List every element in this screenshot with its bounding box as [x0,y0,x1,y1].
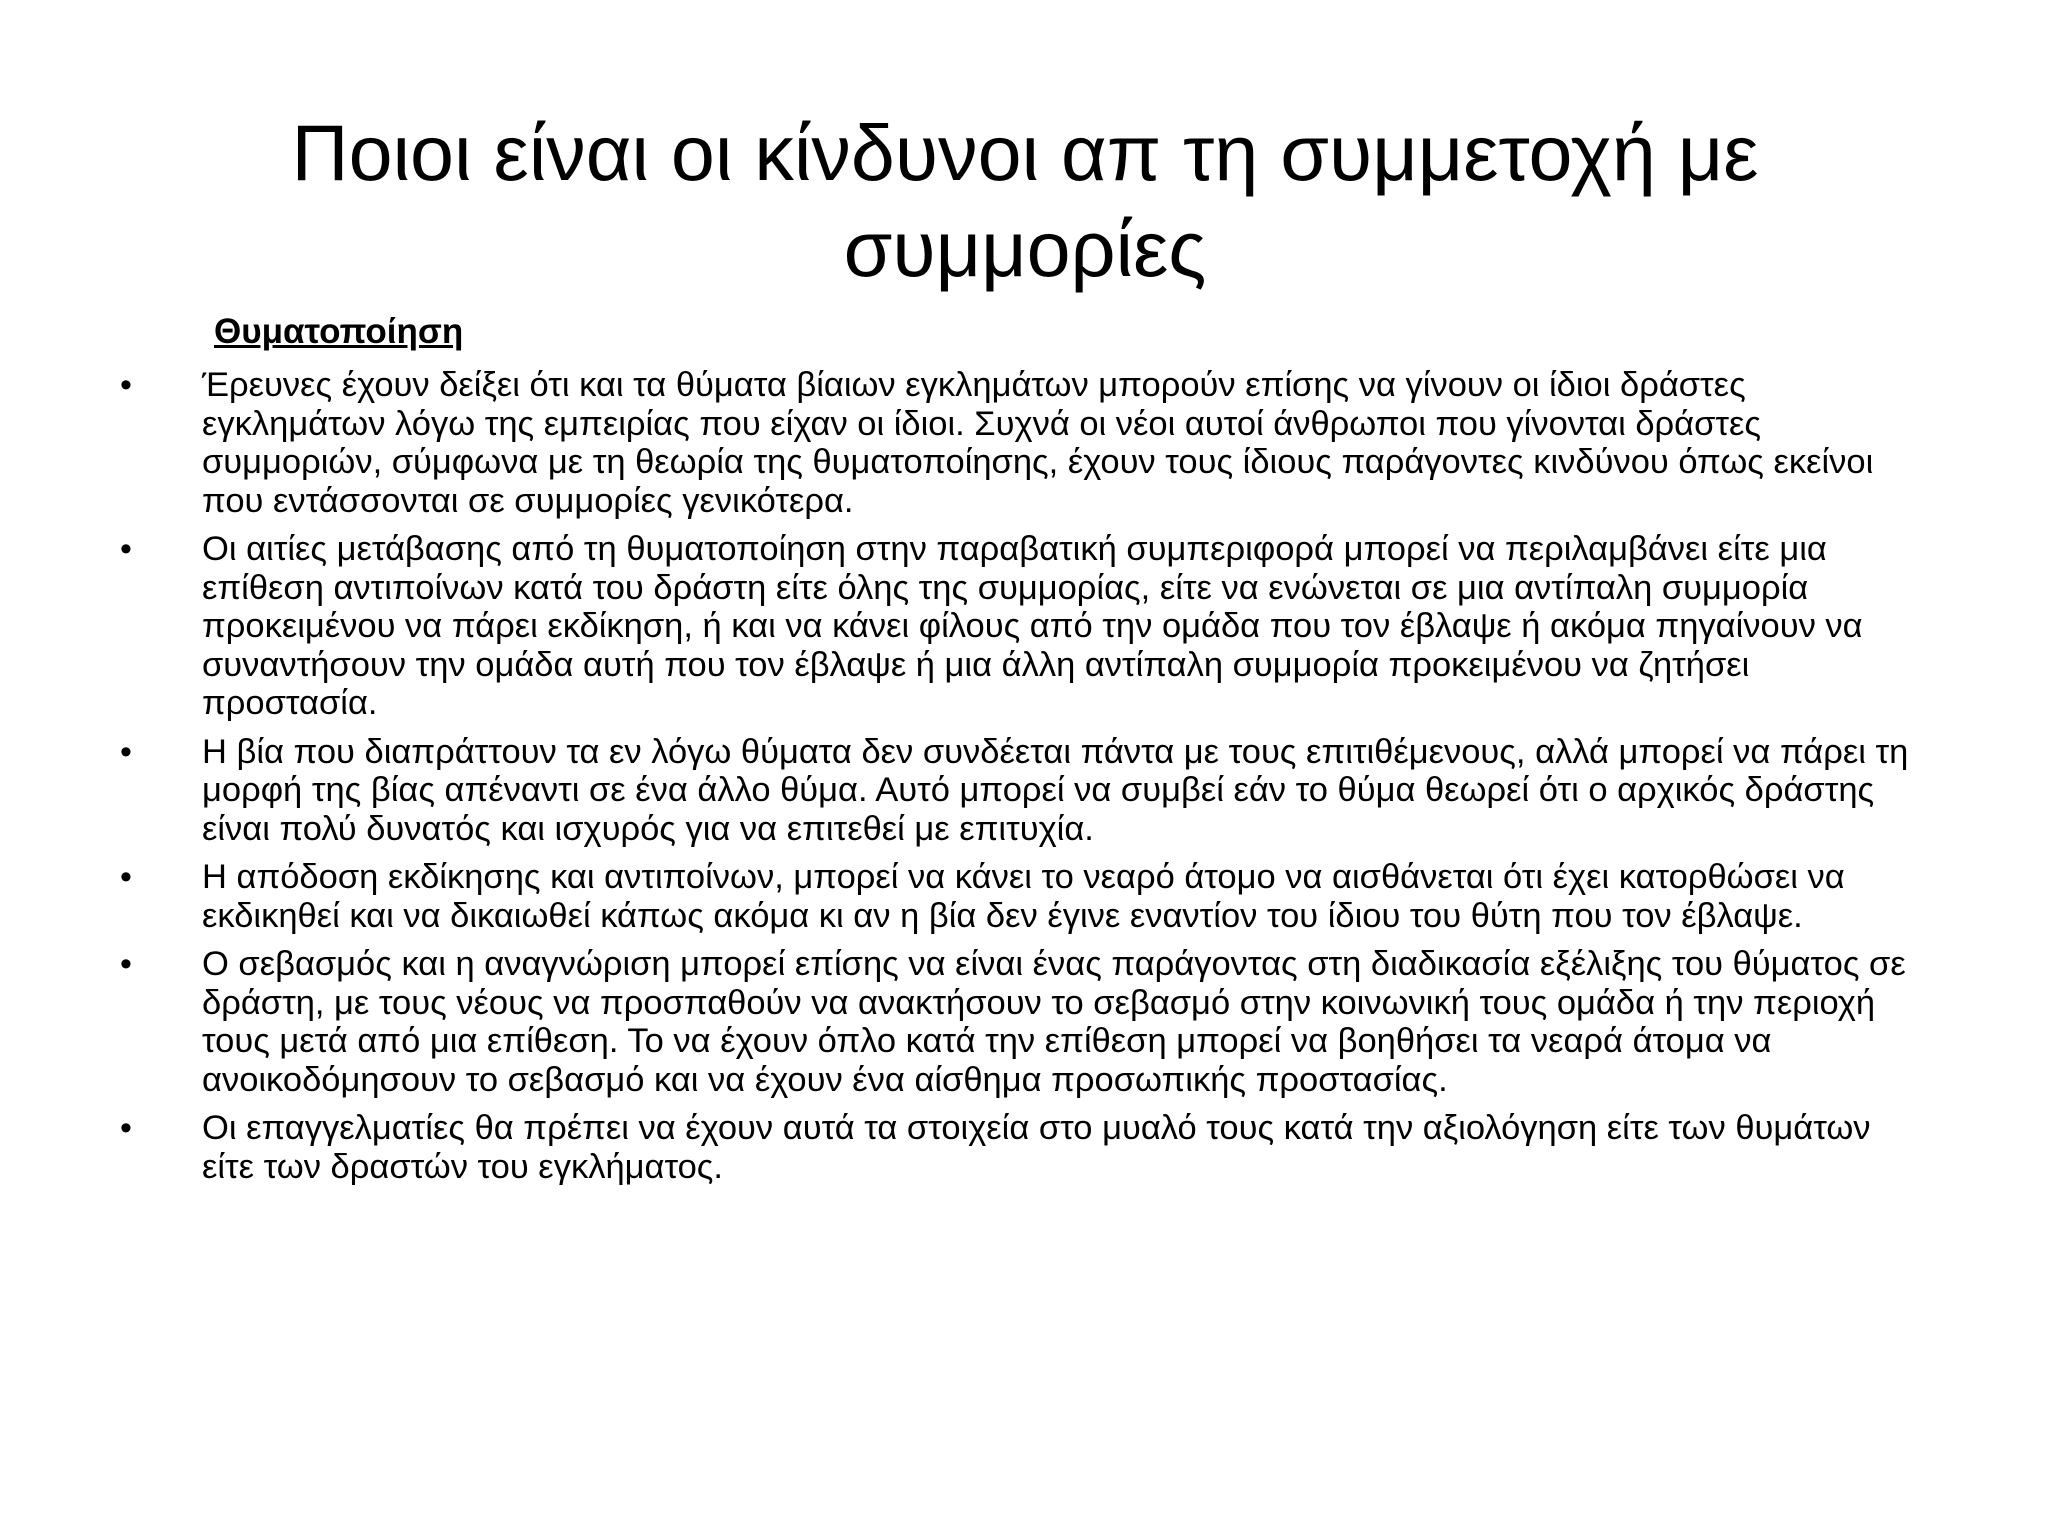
slide-title: Ποιοι είναι οι κίνδυνοι απ τη συμμετοχή με συμμορίες [291,108,1759,293]
bullet-icon: • [120,366,132,404]
bullet-item [120,366,1920,520]
bullet-icon: • [120,732,132,771]
bullet-text: Ο σεβασμός και η αναγνώριση μπορεί επίσης να είναι ένας παράγοντας στη διαδικασία εξέλιξης του θύματος σε δράστη, με τους νέους να προσπαθούν να ανακτήσουν το σεβασμό στην κοινωνική τους ομάδα ή την περιοχή τους μετά από μια επίθεση. Το να έχουν όπλο κατά την επίθεση μπορεί να βοηθήσει τα νεαρά άτομα να ανοικοδόμησουν το σεβασμό και να έχουν ένα αίσθημα προσωπικής προστασίας. [202,945,1906,1099]
bullet-item [120,1109,1920,1186]
bullet-text: Η βία που διαπράττουν τα εν λόγω θύματα δεν συνδέεται πάντα με τους επιτιθέμενους, αλλά μπορεί να πάρει τη μορφή της βίας απέναντι σε ένα άλλο θύμα. Αυτό μπορεί να συμβεί εάν το θύμα θεωρεί ότι ο αρχικός δράστης είναι πολύ δυνατός και ισχυρός για να επιτεθεί με επιτυχία. [202,732,1909,848]
bullet-item [120,945,1920,1099]
section-subheading: Θυματοποίηση [214,312,464,351]
bullet-item [120,733,1920,849]
bullet-icon: • [120,945,132,983]
bullet-icon: • [120,858,132,896]
bullet-text: Έρευνες έχουν δείξει ότι και τα θύματα βίαιων εγκλημάτων μπορούν επίσης να γίνουν οι ίδιοι δράστες εγκλημάτων λόγω της εμπειρίας που είχαν οι ίδιοι. Συχνά οι νέοι αυτοί άνθρωποι που γίνονται δράστες συμμοριών, σύμφωνα με τη θεωρία της θυματοποίησης, έχουν τους ίδιους παράγοντες κινδύνου όπως εκείνοι που εντάσσονται σε συμμορίες γενικότερα. [202,366,1874,520]
bullet-icon: • [120,1109,132,1147]
bullet-icon: • [120,530,132,568]
bullet-text: Οι αιτίες μετάβασης από τη θυματοποίηση στην παραβατική συμπεριφορά μπορεί να περιλαμβάνει είτε μια επίθεση αντιποίνων κατά του δράστη είτε όλης της συμμορίας, είτε να ενώνεται σε μια αντίπαλη συμμορία προκειμένου να πάρει εκδίκηση, ή και να κάνει φίλους από την ομάδα που τον έβλαψε ή ακόμα πηγαίνουν να συναντήσουν την ομάδα αυτή που τον έβλαψε ή μια άλλη αντίπαλη συμμορία προκειμένου να ζητήσει προστασία. [202,530,1863,722]
bullet-item [120,530,1920,723]
bullet-item [120,858,1920,935]
bullet-text: Οι επαγγελματίες θα πρέπει να έχουν αυτά τα στοιχεία στο μυαλό τους κατά την αξιολόγηση είτε των θυμάτων είτε των δραστών του εγκλήματος. [202,1109,1871,1186]
bullet-text: Η απόδοση εκδίκησης και αντιποίνων, μπορεί να κάνει το νεαρό άτομο να αισθάνεται ότι έχει κατορθώσει να εκδικηθεί και να δικαιωθεί κάπως ακόμα κι αν η βία δεν έγινε εναντίον του ίδιου του θύτη που τον έβλαψε. [202,858,1845,935]
bullet-list [120,366,1920,1196]
